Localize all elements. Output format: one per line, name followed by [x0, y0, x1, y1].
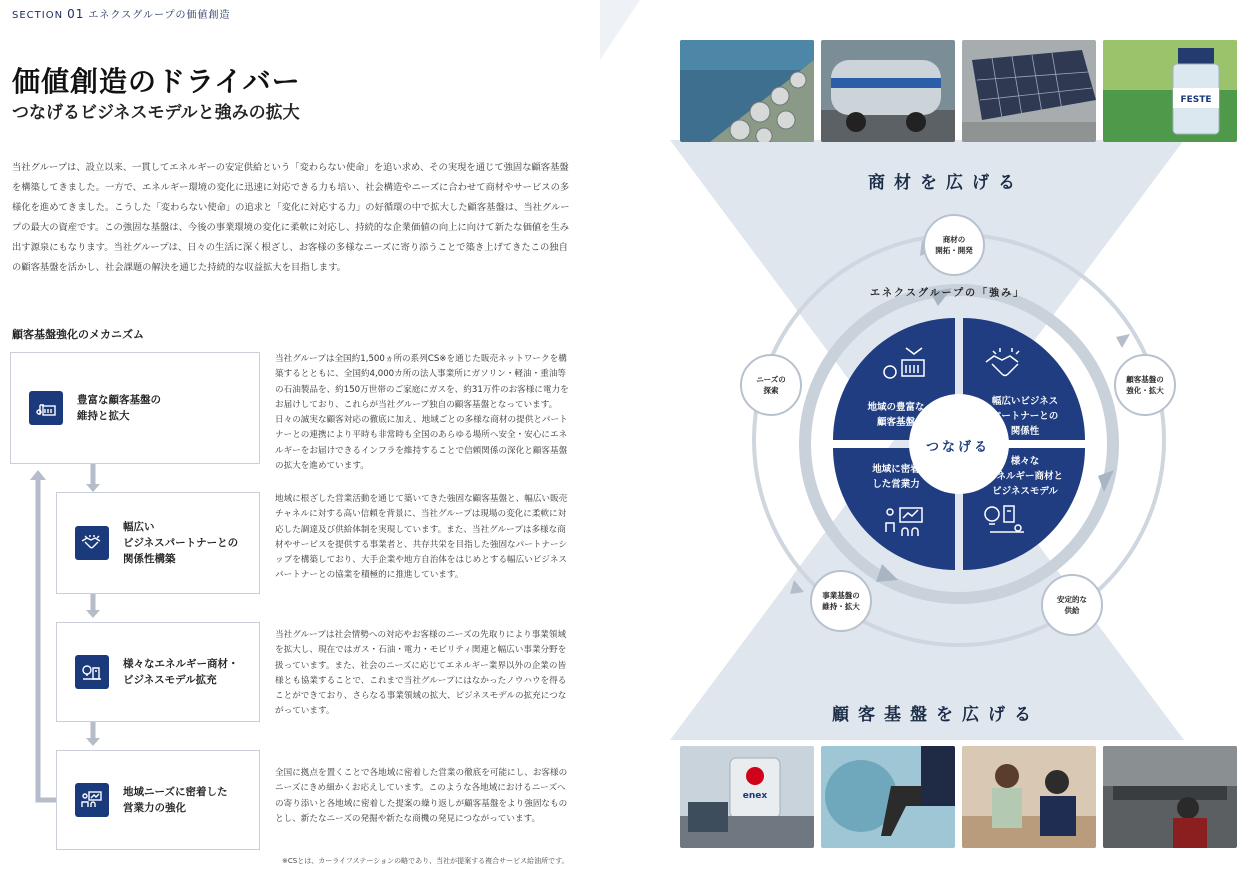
mechanism-label-1: 豊富な顧客基盤の 維持と拡大: [77, 394, 161, 422]
mechanism-label-3: 様々なエネルギー商材・ ビジネスモデル拡充: [123, 658, 239, 686]
node-customer-expansion: 顧客基盤の 強化・拡大: [1114, 354, 1176, 416]
photo-staff-meeting: [962, 746, 1096, 848]
mechanism-desc-1: 当社グループは全国約1,500ヵ所の系列CS※を通じた販売ネットワークを構築するとともに、全国約4,000カ所の法人事業所にガソリン・軽油・重油等の石油製品を、約150万世帯のご家庭にガスを、約31万件のお客様に電力をお届けしており、これらが当社グループ独自の顧客基盤となっています。日々の誠実な顧客対応の徹底に加え、地域ごとの多様な商材の提供とパートナーとの連携により平時も非常時も全国のあらゆる場所へ安全・安心にエネルギーをお届けできるインフラを維持することで信頼関係の深化と顧客基盤の拡大を進めています。: [275, 354, 569, 472]
node-business-base: 事業基盤の 維持・拡大: [810, 570, 872, 632]
energy-icon: [75, 655, 109, 689]
left-column: [0, 0, 600, 870]
mechanism-label-2: 幅広い ビジネスパートナーとの 関係性構築: [123, 521, 239, 565]
footnote: ※CSとは、カーライフステーションの略であり、当社が提案する複合サービス給油所です。: [282, 857, 569, 865]
mechanism-title: 顧客基盤強化のメカニズム: [12, 328, 144, 341]
node-needs-search: ニーズの 探索: [740, 354, 802, 416]
quadrant-label-partners: 幅広いビジネス パートナーとの 関係性: [991, 396, 1059, 437]
center-label: つなげる: [925, 440, 990, 455]
mechanism-box-3: [56, 622, 260, 722]
node-product-development: 商材の 開拓・開発: [923, 214, 985, 276]
top-title: 商材を広げる: [868, 173, 1024, 193]
section-label: SECTION: [12, 10, 64, 21]
presentation-icon: [75, 783, 109, 817]
mechanism-desc-4: 全国に拠点を置くことで各地域に密着した営業の徹底を可能にし、お客様のニーズにきめ細かくお応えしています。このような各地域におけるニーズへの寄り添いと各地域に密着した提案の繰り返しが顧客基盤をより強固なものとし、新たなニーズの発掘や新たな商機の発見につながっています。: [275, 768, 568, 824]
right-column: [600, 0, 1254, 870]
mechanism-box-2: [56, 492, 260, 594]
section-number: 01: [67, 7, 85, 21]
mechanism-box-1: [10, 352, 260, 464]
quadrant-label-customer-base: 地域の豊富な 顧客基盤: [867, 402, 925, 428]
mechanism-label-4: 地域ニーズに密着した 営業力の強化: [123, 786, 228, 814]
cycle-diagram: [600, 0, 1254, 870]
page-title: 価値創造のドライバー: [12, 65, 301, 98]
page-subtitle: つなげるビジネスモデルと強みの拡大: [12, 103, 300, 123]
strength-label: エネクスグループの「強み」: [870, 288, 1026, 299]
bottle-label: FESTE: [1180, 95, 1212, 105]
photo-fuel-nozzle: [821, 746, 955, 848]
intro-paragraph: 当社グループは、設立以来、一貫してエネルギーの安定供給という「変わらない使命」を追い求め、その実現を通じて強固な顧客基盤を構築してきました。一方で、エネルギー環境の変化に迅速に対応できる力も培い、社会構造やニーズに合わせて商材やサービスの多様化を進めてきました。こうした「変わらない使命」の追求と「変化に対応する力」の好循環の中で拡大した顧客基盤は、当社グループの最大の資産です。この強固な基盤は、今後の事業環境の変化に柔軟に対応し、持続的な企業価値の向上に向けて新たな価値を生み出す源泉にもなります。当社グループは、日々の生活に深く根ざし、お客様の多様なニーズに寄り添うことで築き上げてきたこの独自の顧客基盤を活かし、社会課題の解決を通じた持続的な収益拡大を目指します。: [12, 162, 570, 273]
section-title: エネクスグループの価値創造: [88, 10, 231, 21]
photo-gas-station: [680, 746, 814, 848]
bottom-title: 顧客基盤を広げる: [832, 705, 1040, 725]
node-stable-supply: 安定的な 供給: [1041, 574, 1103, 636]
handshake-icon: [75, 526, 109, 560]
quadrant-label-sales: 地域に密着 した営業力: [872, 464, 920, 490]
store-icon: [29, 391, 63, 425]
mechanism-desc-2: 地域に根ざした営業活動を通じて築いてきた強固な顧客基盤と、幅広い販売チャネルに対する高い信頼を背景に、当社グループは現場の変化に柔軟に対応した調達及び供給体制を実現しています。また、当社グループは多様な商材やサービスを提供する事業者と、共存共栄を目指した強固なパートナーシップを構築しており、大手企業や地方自治体をはじめとする幅広いビジネスパートナーとの協業を積極的に推進しています。: [275, 494, 568, 581]
mechanism-box-4: [56, 750, 260, 850]
photo-car-maintenance: [1103, 746, 1237, 848]
enex-badge: enex: [742, 791, 768, 801]
quadrant-label-energy: 様々な エネルギー商材と ビジネスモデル: [986, 456, 1063, 497]
mechanism-desc-3: 当社グループは社会情勢への対応やお客様のニーズの先取りにより事業領域を拡大し、現在ではガス・石油・電力・モビリティ関連と幅広い事業分野を扱っています。また、社会のニーズに応じてエネルギー業界以外の企業の皆様とも協業することで、これまで当社グループにはなかったノウハウを得ることができており、さらなる事業領域の拡大、ビジネスモデルの拡充につながっています。: [275, 630, 567, 717]
